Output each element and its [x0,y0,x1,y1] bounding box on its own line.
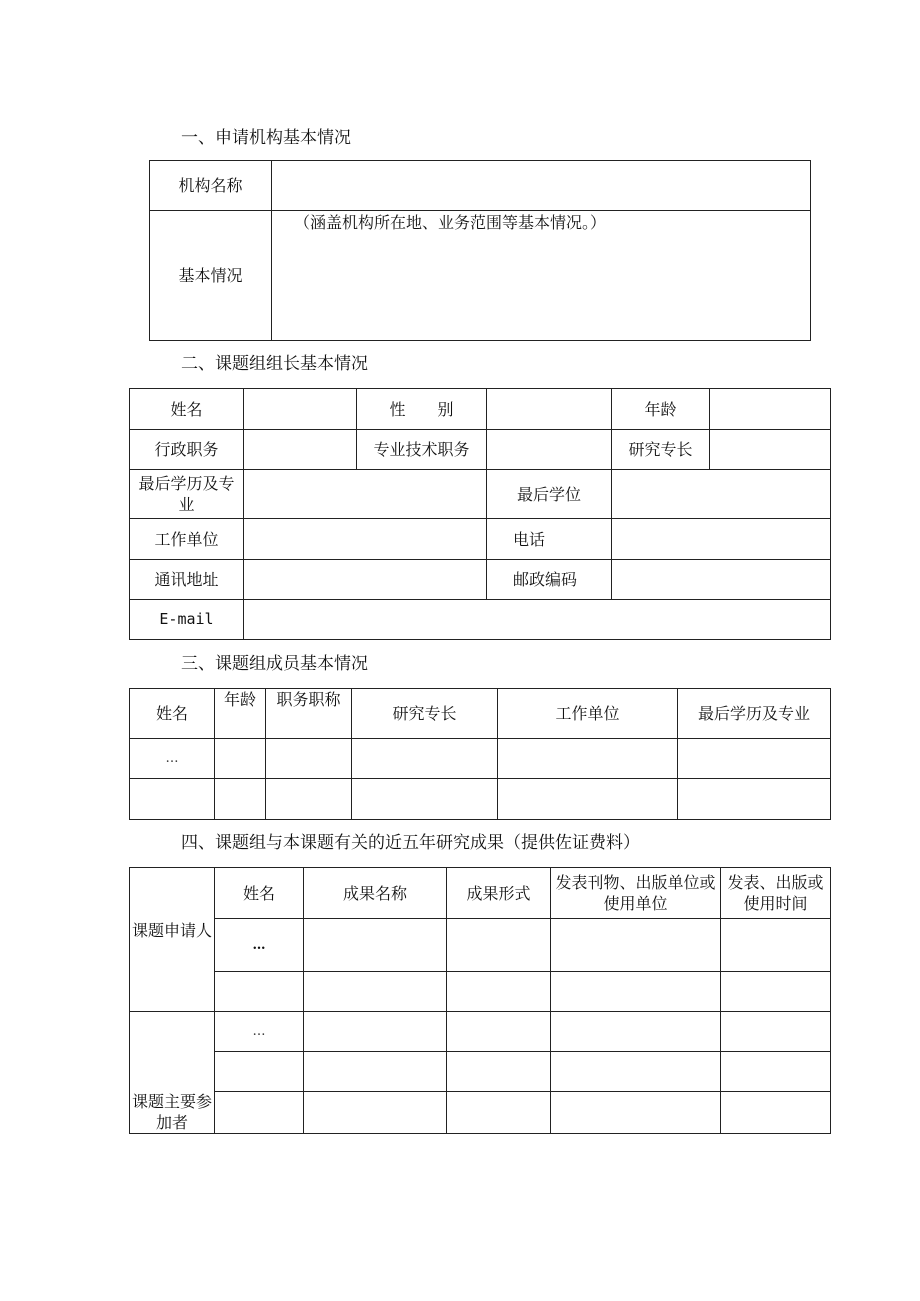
leader-degree-field[interactable] [612,470,831,519]
applicant-row2-title[interactable] [304,972,447,1012]
members-row2-name[interactable] [130,779,215,820]
section3-heading: 三、课题组成员基本情况 [181,654,368,674]
leader-gender-field[interactable] [487,389,612,430]
table-row [130,972,831,1012]
achievements-col-publisher: 发表刊物、出版单位或使用单位 [551,868,721,919]
section4-heading: 四、课题组与本课题有关的近五年研究成果（提供佐证费料） [181,833,640,853]
leader-degree-label: 最后学位 [487,470,612,519]
table-row [130,1052,831,1092]
participants-row2-date[interactable] [721,1052,831,1092]
leader-name-label: 姓名 [130,389,244,430]
members-row1-title[interactable] [266,739,352,779]
members-row2-workplace[interactable] [498,779,678,820]
applicant-row1-date[interactable] [721,919,831,972]
org-name-label: 机构名称 [150,161,272,211]
participants-row3-title[interactable] [304,1092,447,1134]
participants-row2-form[interactable] [447,1052,551,1092]
applicant-row2-publisher[interactable] [551,972,721,1012]
achievements-corner [130,868,215,919]
achievements-col-title: 成果名称 [304,868,447,919]
leader-education-label: 最后学历及专业 [130,470,244,519]
participants-row2-title[interactable] [304,1052,447,1092]
applicant-row2-name[interactable] [215,972,304,1012]
members-row1-age[interactable] [215,739,266,779]
leader-tech-title-field[interactable] [487,430,612,470]
applicant-row2-date[interactable] [721,972,831,1012]
table-row [130,1012,831,1052]
leader-postcode-field[interactable] [612,560,831,600]
members-col-workplace: 工作单位 [498,689,678,739]
section2-heading: 二、课题组组长基本情况 [181,354,368,374]
leader-admin-title-field[interactable] [244,430,357,470]
leader-admin-title-label: 行政职务 [130,430,244,470]
leader-phone-field[interactable] [612,519,831,560]
leader-workplace-field[interactable] [244,519,487,560]
applicant-label: 课题申请人 [130,919,215,1012]
leader-email-label: E-mail [130,600,244,640]
leader-postcode-label: 邮政编码 [487,560,612,600]
leader-specialty-field[interactable] [710,430,831,470]
leader-name-field[interactable] [244,389,357,430]
org-name-field[interactable] [272,161,811,211]
table-row [130,919,831,972]
table-row [130,779,831,820]
leader-age-label: 年龄 [612,389,710,430]
participants-row1-form[interactable] [447,1012,551,1052]
applicant-row1-form[interactable] [447,919,551,972]
section1-heading: 一、申请机构基本情况 [181,128,351,148]
leader-workplace-label: 工作单位 [130,519,244,560]
achievements-col-form: 成果形式 [447,868,551,919]
basic-info-label: 基本情况 [150,211,272,341]
participants-row3-publisher[interactable] [551,1092,721,1134]
participants-row3-date[interactable] [721,1092,831,1134]
members-col-education: 最后学历及专业 [678,689,831,739]
members-row1-workplace[interactable] [498,739,678,779]
participants-row1-date[interactable] [721,1012,831,1052]
applicant-row1-publisher[interactable] [551,919,721,972]
leader-phone-label: 电话 [487,519,612,560]
applicant-row2-form[interactable] [447,972,551,1012]
members-row2-title[interactable] [266,779,352,820]
participants-row1-name[interactable]: … [215,1012,304,1052]
members-row2-specialty[interactable] [352,779,498,820]
table-row [130,739,831,779]
basic-info-field[interactable]: （涵盖机构所在地、业务范围等基本情况。） [272,211,811,341]
members-row1-education[interactable] [678,739,831,779]
members-row1-specialty[interactable] [352,739,498,779]
members-row2-education[interactable] [678,779,831,820]
leader-specialty-label: 研究专长 [612,430,710,470]
members-table [129,688,831,820]
participants-row1-publisher[interactable] [551,1012,721,1052]
leader-education-field[interactable] [244,470,487,519]
achievements-col-name: 姓名 [215,868,304,919]
members-col-name: 姓名 [130,689,215,739]
applicant-row1-name[interactable]: … [215,919,304,972]
leader-table [129,388,831,640]
achievements-table [129,867,831,1134]
participants-label: 课题主要参加者 [130,1012,215,1134]
table-row [130,1092,831,1134]
leader-tech-title-label: 专业技术职务 [357,430,487,470]
members-col-specialty: 研究专长 [352,689,498,739]
achievements-col-date: 发表、出版或使用时间 [721,868,831,919]
applicant-row1-title[interactable] [304,919,447,972]
participants-row2-publisher[interactable] [551,1052,721,1092]
members-col-age: 年龄 [215,689,266,739]
members-row1-name[interactable]: … [130,739,215,779]
leader-address-label: 通讯地址 [130,560,244,600]
leader-gender-label: 性 别 [357,389,487,430]
leader-age-field[interactable] [710,389,831,430]
organization-table [149,160,811,341]
participants-row1-title[interactable] [304,1012,447,1052]
participants-row2-name[interactable] [215,1052,304,1092]
participants-row3-form[interactable] [447,1092,551,1134]
leader-email-field[interactable] [244,600,831,640]
leader-address-field[interactable] [244,560,487,600]
members-row2-age[interactable] [215,779,266,820]
participants-row3-name[interactable] [215,1092,304,1134]
members-col-title: 职务职称 [266,689,352,739]
